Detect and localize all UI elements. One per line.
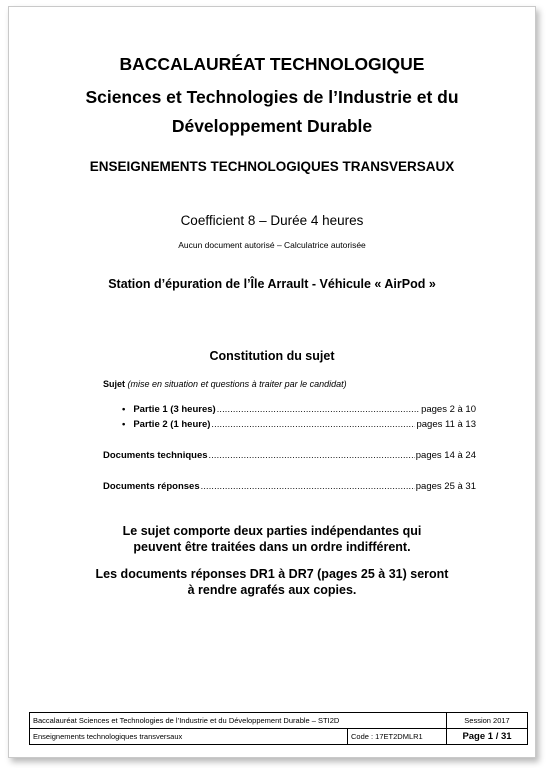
footer-table bbox=[29, 712, 528, 745]
toc-pages: pages 25 à 31 bbox=[415, 481, 476, 492]
sujet-line bbox=[103, 379, 347, 389]
note-line: Les documents réponses DR1 à DR7 (pages 25 à 31) seront bbox=[95, 567, 449, 581]
toc-pages: pages 2 à 10 bbox=[421, 404, 476, 415]
sujet-label: Sujet bbox=[103, 379, 126, 389]
document-subtitle bbox=[9, 83, 535, 141]
subject-title: Station d’épuration de l’Île Arrault - Véhicule « AirPod » bbox=[108, 277, 436, 291]
footer-code: Code : 17ET2DMLR1 bbox=[348, 729, 447, 745]
footer-row bbox=[30, 729, 528, 745]
footer-program: Baccalauréat Sciences et Technologies de l’Industrie et du Développement Durable – STI2D bbox=[30, 713, 447, 729]
constitution-heading: Constitution du sujet bbox=[209, 349, 335, 363]
footer-row bbox=[30, 713, 528, 729]
dot-leader bbox=[211, 419, 415, 429]
toc-row-partie-2 bbox=[122, 419, 476, 430]
bullet: • bbox=[122, 419, 126, 430]
toc-label: Partie 2 (1 heure) bbox=[133, 419, 211, 430]
subtitle-line-1: Sciences et Technologies de l’Industrie et du bbox=[85, 87, 459, 107]
toc-label: Documents techniques bbox=[103, 450, 208, 461]
note-line: peuvent être traitées dans un ordre indifférent. bbox=[133, 540, 411, 554]
note-line: Le sujet comporte deux parties indépendantes qui bbox=[122, 524, 422, 538]
toc-label: Documents réponses bbox=[103, 481, 200, 492]
toc-pages: pages 11 à 13 bbox=[416, 419, 476, 430]
footer-session: Session 2017 bbox=[447, 713, 528, 729]
dot-leader bbox=[217, 404, 420, 414]
dot-leader bbox=[201, 481, 415, 491]
subtitle-line-2: Développement Durable bbox=[171, 116, 373, 136]
footer-course: Enseignements technologiques transversaux bbox=[30, 729, 348, 745]
section-heading: ENSEIGNEMENTS TECHNOLOGIQUES TRANSVERSAUX bbox=[89, 159, 455, 174]
footer-page-number: Page 1 / 31 bbox=[447, 729, 528, 745]
toc-row-documents-techniques bbox=[103, 450, 476, 461]
toc-row-documents-reponses bbox=[103, 481, 476, 492]
toc-pages: pages 14 à 24 bbox=[415, 450, 476, 461]
sujet-note: (mise en situation et questions à traiter par le candidat) bbox=[127, 379, 347, 389]
exam-rules: Aucun document autorisé – Calculatrice autorisée bbox=[178, 240, 366, 250]
toc-label: Partie 1 (3 heures) bbox=[133, 404, 216, 415]
toc-row-partie-1 bbox=[122, 404, 476, 415]
note-line: à rendre agrafés aux copies. bbox=[187, 583, 357, 597]
document-title: BACCALAURÉAT TECHNOLOGIQUE bbox=[119, 54, 425, 74]
note-parties bbox=[9, 523, 535, 555]
document-page bbox=[8, 6, 536, 758]
note-documents-reponses bbox=[9, 566, 535, 598]
coefficient-duration: Coefficient 8 – Durée 4 heures bbox=[180, 213, 364, 228]
dot-leader bbox=[209, 450, 415, 460]
bullet: • bbox=[122, 404, 126, 415]
